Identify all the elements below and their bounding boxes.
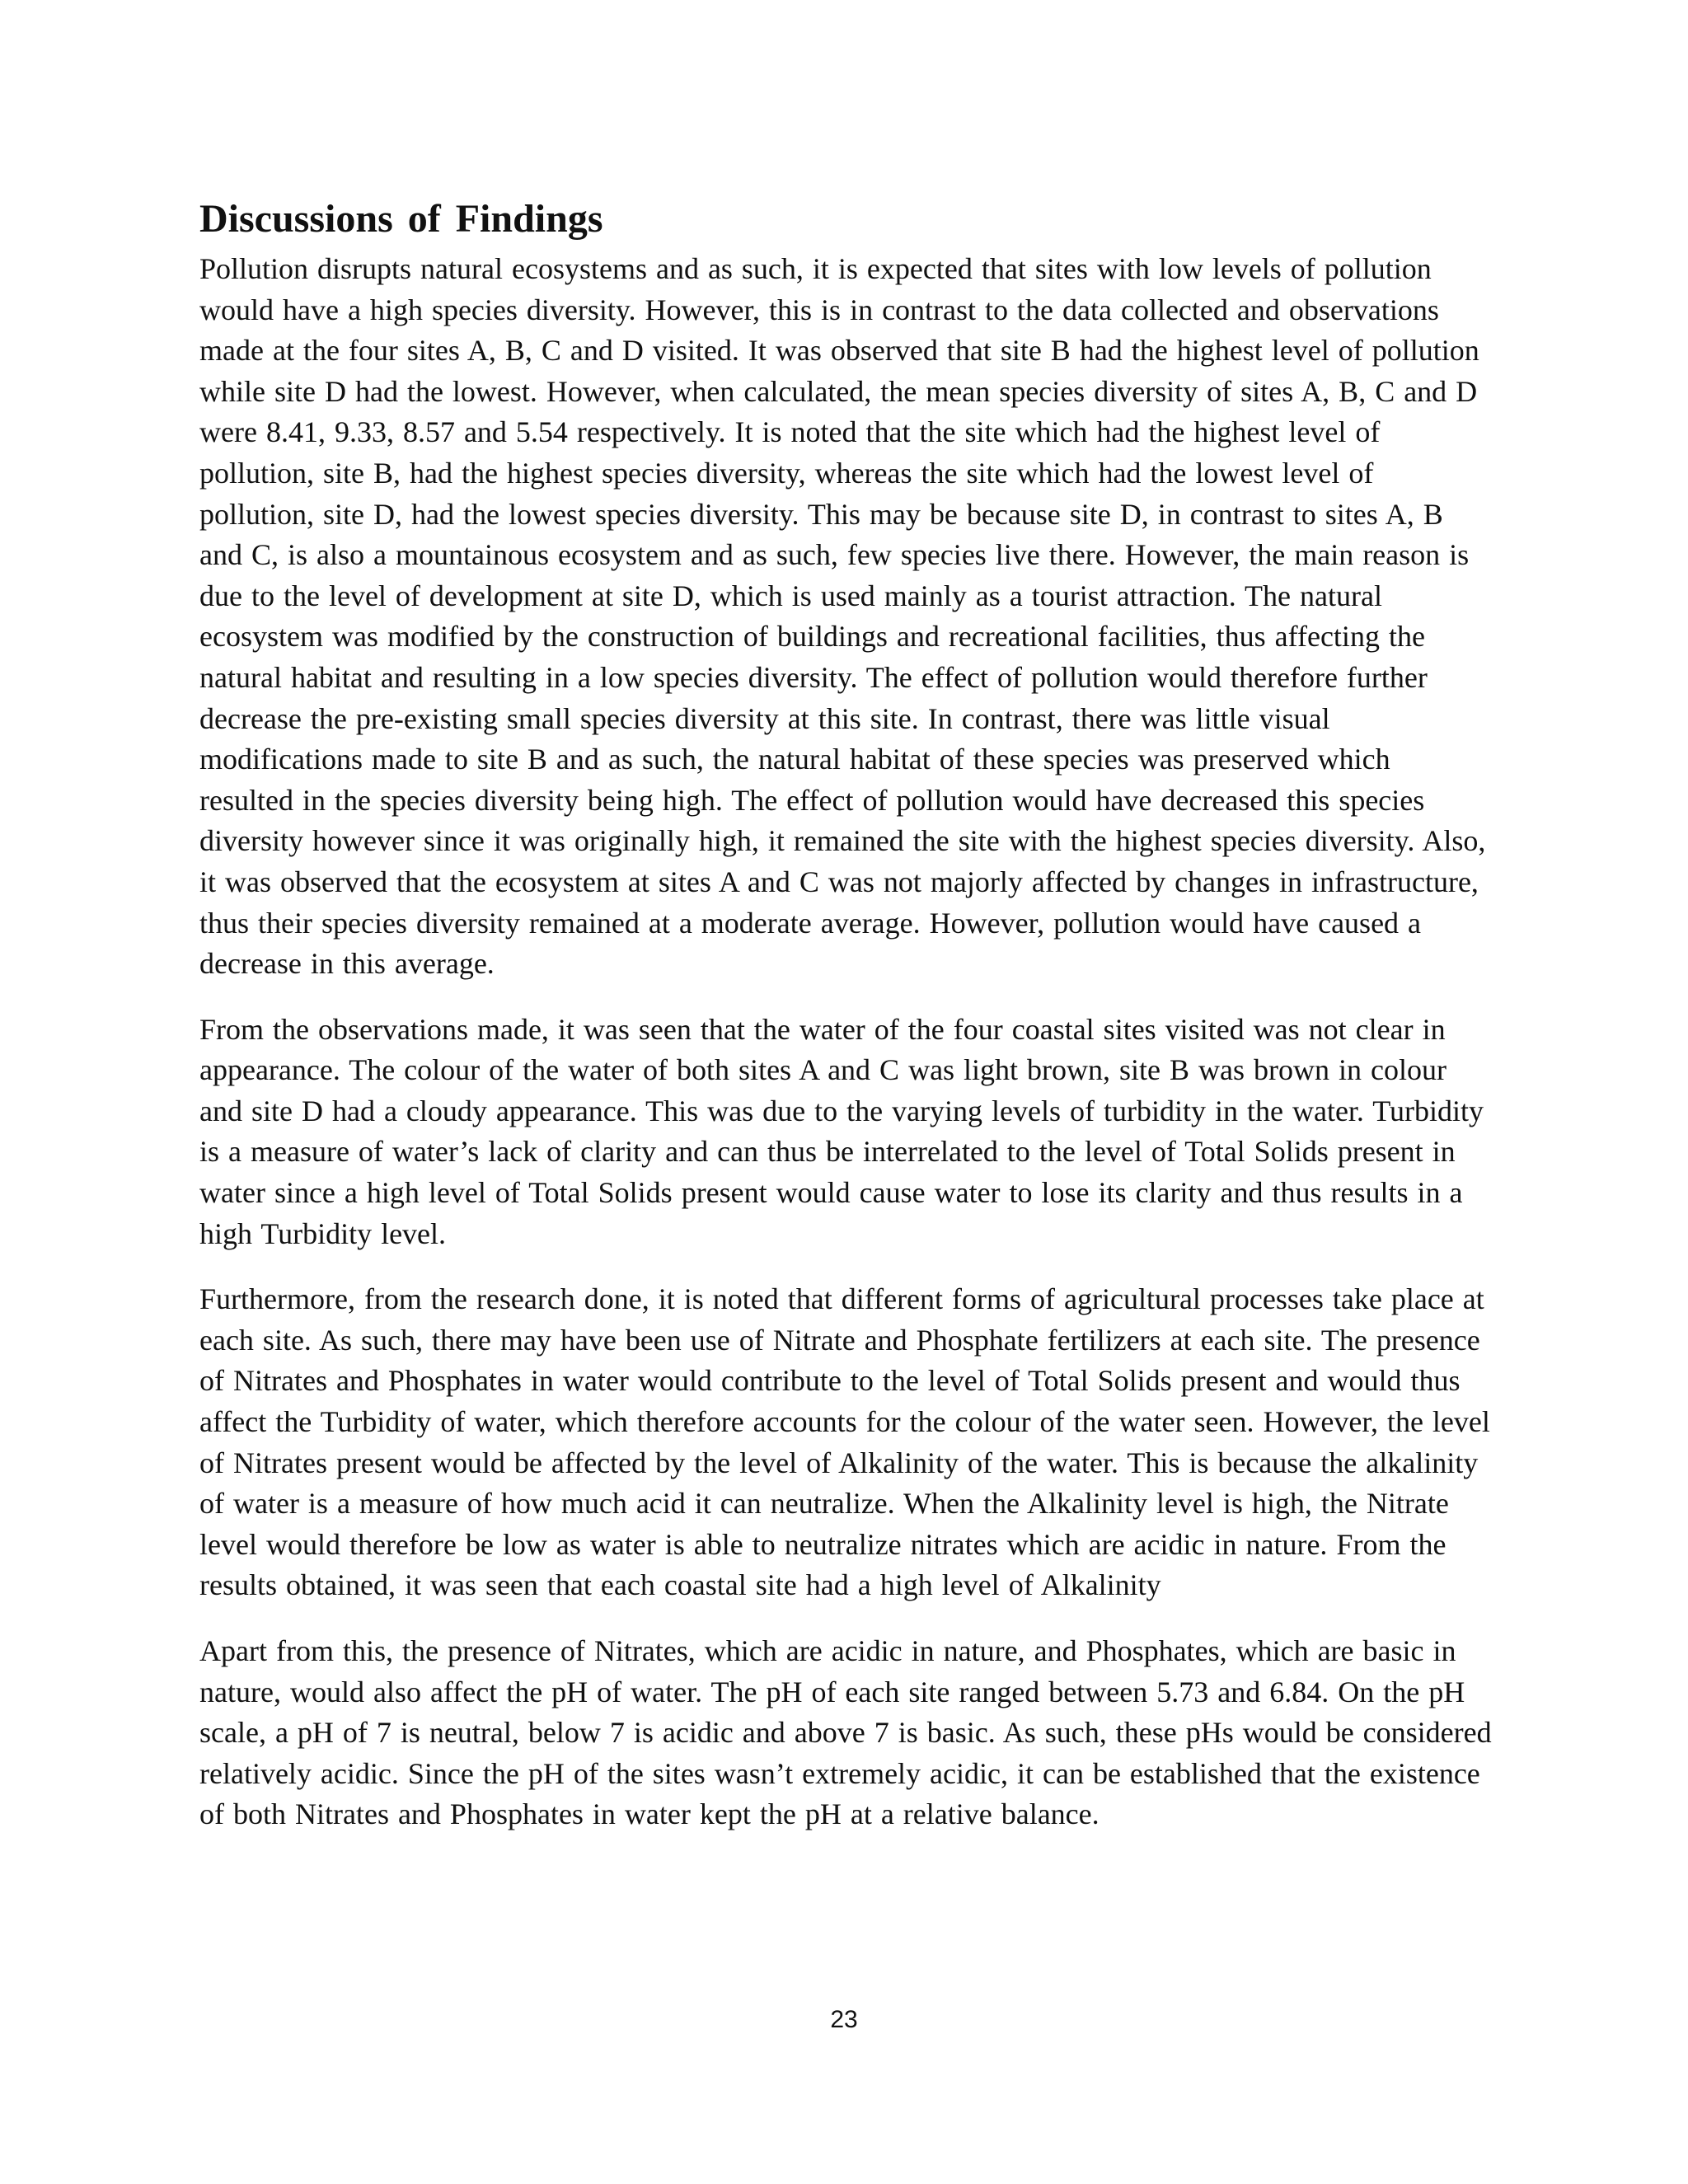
paragraph-nitrates-alkalinity: Furthermore, from the research done, it is noted that different forms of agricultural processes take place at each site. As such, there may have been use of Nitrate and Phosphate fertilizers at each site. The presence of Nitrates and Phosphates in water would contribute to the level of Total Solids present and would thus affect the Turbidity of water, which therefore accounts for the colour of the water seen. However, the level of Nitrates present would be affected by the level of Alkalinity of the water. This is because the alkalinity of water is a measure of how much acid it can neutralize. When the Alkalinity level is high, the Nitrate level would therefore be low as water is able to neutralize nitrates which are acidic in nature. From the results obtained, it was seen that each coastal site had a high level of Alkalinity	[199, 1282, 1490, 1602]
section-heading: Discussions of Findings	[199, 197, 603, 241]
paragraph-ph-balance: Apart from this, the presence of Nitrates, which are acidic in nature, and Phosphates, which are basic in nature, would also affect the pH of water. The pH of each site ranged between 5.73 and 6.84. On the pH scale, a pH of 7 is neutral, below 7 is acidic and above 7 is basic. As such, these pHs would be considered relatively acidic. Since the pH of the sites wasn’t extremely acidic, it can be established that the existence of both Nitrates and Phosphates in water kept the pH at a relative balance.	[199, 1634, 1492, 1831]
paragraph-species-diversity: Pollution disrupts natural ecosystems and as such, it is expected that sites with low levels of pollution would have a high species diversity. However, this is in contrast to the data collected and observations made at the four sites A, B, C and D visited. It was observed that site B had the highest level of pollution while site D had the lowest. However, when calculated, the mean species diversity of sites A, B, C and D were 8.41, 9.33, 8.57 and 5.54 respectively. It is noted that the site which had the highest level of pollution, site B, had the highest species diversity, whereas the site which had the lowest level of pollution, site D, had the lowest species diversity. This may be because site D, in contrast to sites A, B and C, is also a mountainous ecosystem and as such, few species live there. However, the main reason is due to the level of development at site D, which is used mainly as a tourist attraction. The natural ecosystem was modified by the construction of buildings and recreational facilities, thus affecting the natural habitat and resulting in a low species diversity. The effect of pollution would therefore further decrease the pre-existing small species diversity at this site. In contrast, there was little visual modifications made to site B and as such, the natural habitat of these species was preserved which resulted in the species diversity being high. The effect of pollution would have decreased this species diversity however since it was originally high, it remained the site with the highest species diversity. Also, it was observed that the ecosystem at sites A and C was not majorly affected by changes in infrastructure, thus their species diversity remained at a moderate average. However, pollution would have caused a decrease in this average.	[199, 252, 1486, 981]
paragraph-water-turbidity: From the observations made, it was seen that the water of the four coastal sites visited was not clear in appearance. The colour of the water of both sites A and C was light brown, site B was brown in colour and site D had a cloudy appearance. This was due to the varying levels of turbidity in the water. Turbidity is a measure of water’s lack of clarity and can thus be interrelated to the level of Total Solids present in water since a high level of Total Solids present would cause water to lose its clarity and thus results in a high Turbidity level.	[199, 1012, 1484, 1250]
page-content	[199, 196, 1492, 1860]
page-number: 23	[830, 2006, 858, 2033]
